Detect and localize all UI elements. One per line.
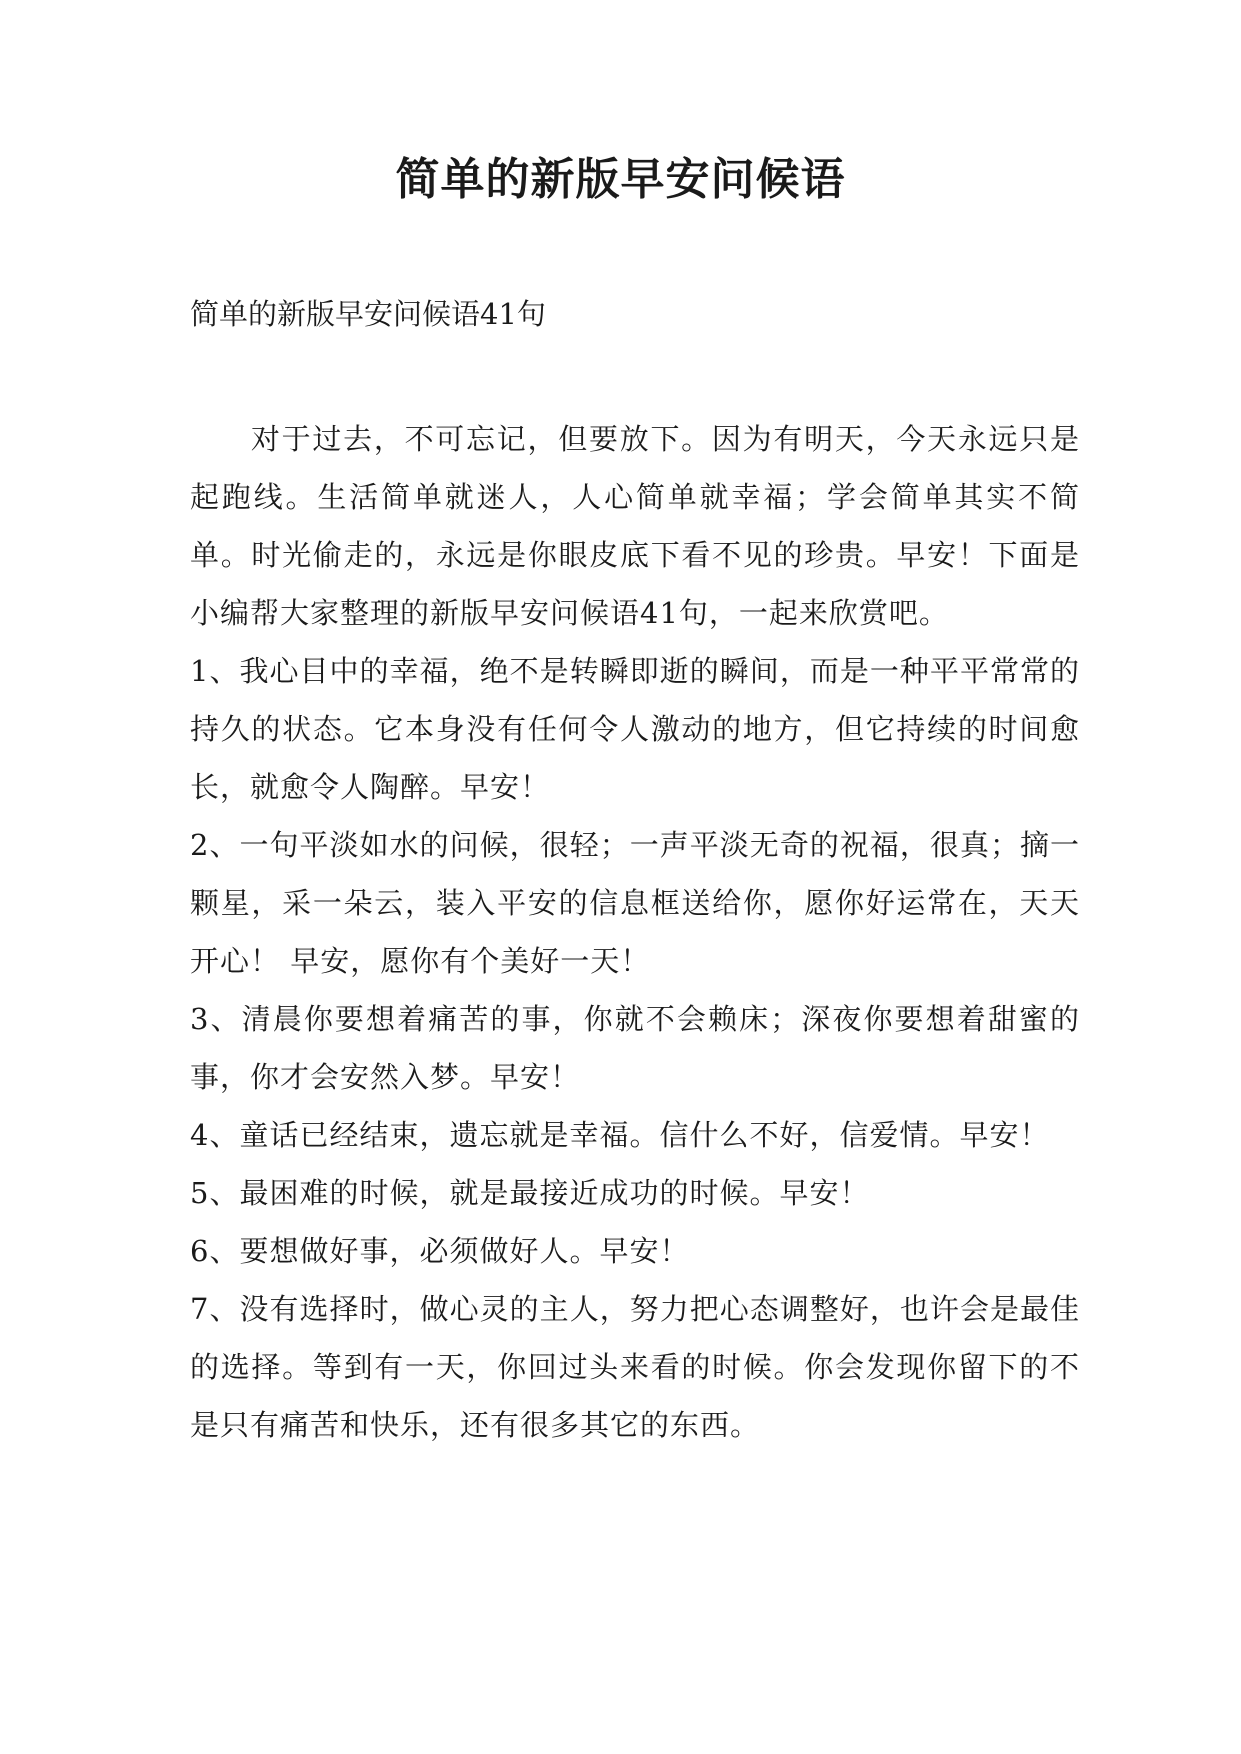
list-item: 7、没有选择时，做心灵的主人，努力把心态调整好，也许会是最佳的选择。等到有一天，你回过头来看的时候。你会发现你留下的不是只有痛苦和快乐，还有很多其它的东西。 [190,1292,1080,1442]
list-item: 3、清晨你要想着痛苦的事，你就不会赖床；深夜你要想着甜蜜的事，你才会安然入梦。早安！ [190,1002,1080,1094]
list-item: 5、最困难的时候，就是最接近成功的时候。早安！ [190,1176,870,1210]
intro-paragraph: 对于过去，不可忘记，但要放下。因为有明天，今天永远只是起跑线。生活简单就迷人，人心简单就幸福；学会简单其实不简单。时光偷走的，永远是你眼皮底下看不见的珍贵。早安！下面是小编帮大家整理的新版早安问候语41句，一起来欣赏吧。 [190,422,1080,630]
list-item: 4、童话已经结束，遗忘就是幸福。信什么不好，信爱情。早安！ [190,1118,1050,1152]
list-item: 6、要想做好事，必须做好人。早安！ [190,1234,690,1268]
document-title: 简单的新版早安问候语 [395,154,846,205]
list-item: 1、我心目中的幸福，绝不是转瞬即逝的瞬间，而是一种平平常常的持久的状态。它本身没有任何令人激动的地方，但它持续的时间愈长，就愈令人陶醉。早安！ [190,654,1080,804]
document-subtitle: 简单的新版早安问候语41句 [190,297,546,331]
list-item: 2、一句平淡如水的问候，很轻；一声平淡无奇的祝福，很真；摘一颗星，采一朵云，装入平安的信息框送给你，愿你好运常在，天天开心！ 早安，愿你有个美好一天！ [190,828,1080,978]
document-body [190,410,1080,1454]
